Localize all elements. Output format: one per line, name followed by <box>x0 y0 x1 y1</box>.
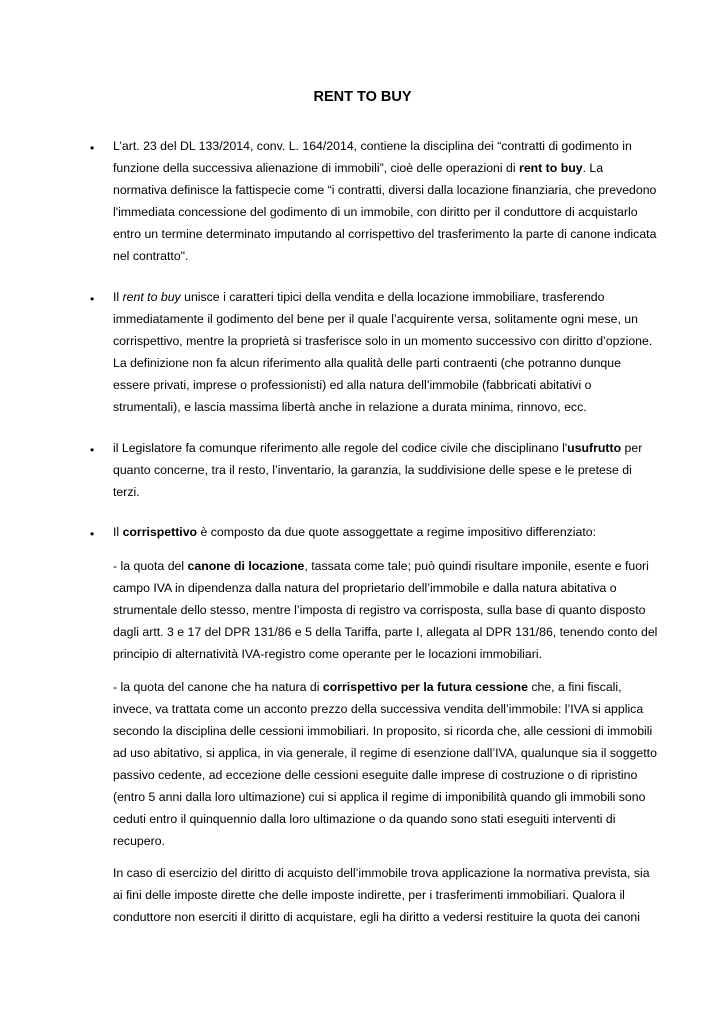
text-run: - la quota del canone che ha natura di <box>113 680 323 694</box>
paragraph-esercizio-diritto <box>113 862 658 928</box>
bullet-paragraph-2 <box>113 286 658 418</box>
text-run: In caso di esercizio del diritto di acquisto dell’immobile trova applicazione la normativa prevista, sia ai fini delle imposte dirette che delle imposte indirette, per i trasferimenti immobiliari. Qualora il conduttore non eserciti il diritto di acquistare, egli ha diritto a vedersi restituire la quota dei canoni <box>113 866 650 924</box>
bullet-paragraph-3 <box>113 437 658 503</box>
text-run: Il <box>113 525 123 539</box>
bold-text: usufrutto <box>567 441 622 455</box>
bullet-paragraph-4 <box>113 521 658 543</box>
bold-text: corrispettivo per la futura cessione <box>322 680 528 694</box>
sub-paragraph-canone-locazione <box>113 555 658 665</box>
text-run: Il <box>113 290 123 304</box>
bullet-paragraph-1 <box>113 135 658 267</box>
document-title: RENT TO BUY <box>313 89 412 105</box>
text-run: - la quota del <box>113 559 188 573</box>
text-run: . La normativa definisce la fattispecie come “i contratti, diversi dalla locazione finanziaria, che prevedono l'immediata concessione del godimento di un immobile, con diritto per il conduttore di acquistarlo entro un termine determinato imputando al corrispettivo del trasferimento la parte di canone indicata nel contratto". <box>113 161 657 263</box>
bullet-marker <box>90 523 98 531</box>
bold-text: corrispettivo <box>122 525 198 539</box>
bullet-marker <box>90 288 98 296</box>
bullet-marker <box>90 439 98 447</box>
text-run: , tassata come tale; può quindi risultare imponile, esente e fuori campo IVA in dipendenza dalla natura del proprietario dell’immobile e dalla natura abitativa o strumentale dello stesso, mentre l’imposta di registro va corrisposta, sulla base di quanto disposto dagli artt. 3 e 17 del DPR 131/86 e 5 della Tariffa, parte I, allegata al DPR 131/86, tenendo conto del principio di alternatività IVA-registro come operante per le locazioni immobiliari. <box>113 559 658 661</box>
bold-text: rent to buy <box>519 161 583 175</box>
bold-text: canone di locazione <box>187 559 305 573</box>
text-run: il Legislatore fa comunque riferimento alle regole del codice civile che disciplinano l' <box>113 441 568 455</box>
text-run: unisce i caratteri tipici della vendita e della locazione immobiliare, trasferendo immediatamente il godimento del bene per il quale l’acquirente versa, solitamente ogni mese, un corrispettivo, mentre la proprietà si trasferisce solo in un momento successivo con diritto d’opzione. La definizione non fa alcun riferimento alla qualità delle parti contraenti (che potranno dunque essere privati, imprese o professionisti) ed alla natura dell’immobile (fabbricati abitativi o strumentali), e lascia massima libertà anche in relazione a durata minima, rinnovo, ecc. <box>113 290 653 414</box>
text-run: L’art. 23 del DL 133/2014, conv. L. 164/2014, contiene la disciplina dei “contratti di godimento in funzione della successiva alienazione di immobili”, cioè delle operazioni di <box>113 139 632 175</box>
bullet-marker <box>90 137 98 145</box>
italic-text: rent to buy <box>122 290 181 304</box>
text-run: che, a fini fiscali, invece, va trattata come un acconto prezzo della successiva vendita dell’immobile: l’IVA si applica secondo la disciplina delle cessioni immobiliari. In proposito, si ricorda che, alle cessioni di immobili ad uso abitativo, si applica, in via generale, il regime di esenzione dall’IVA, qualunque sia il soggetto passivo cedente, ad eccezione delle cessioni eseguite dalle imprese di costruzione o di ripristino (entro 5 anni dalla loro ultimazione) cui si applica il regime di imponibilità quando gli immobili sono ceduti entro il quinquennio dalla loro ultimazione o da quando sono stati eseguiti interventi di recupero. <box>113 680 657 848</box>
sub-paragraph-corrispettivo-cessione <box>113 676 658 852</box>
text-run: è composto da due quote assoggettate a regime impositivo differenziato: <box>197 525 597 539</box>
text-run: per quanto concerne, tra il resto, l’inventario, la garanzia, la suddivisione delle spese e le pretese di terzi. <box>113 441 643 499</box>
